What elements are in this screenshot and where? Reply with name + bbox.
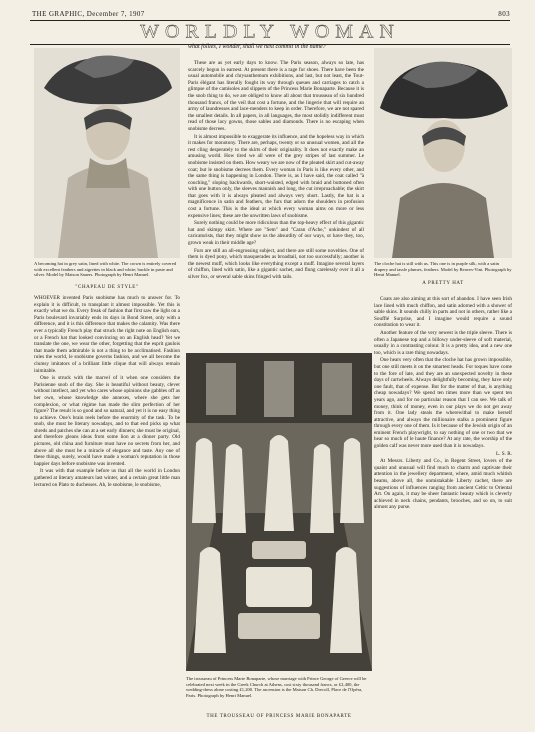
running-title: THE GRAPHIC, December 7, 1907	[32, 10, 145, 18]
portrait-photo-left	[34, 48, 180, 258]
handwritten-line: what follies, I wonder, shall we next commit in the name?	[188, 44, 326, 50]
trousseau-photo	[186, 353, 372, 671]
portrait-photo-right	[374, 48, 512, 258]
section-title: WORLDLY WOMAN	[140, 21, 400, 43]
caption-bottom-label: THE TROUSSEAU OF PRINCESS MARIE BONAPARTE	[206, 714, 352, 719]
column-left: WHOEVER invented Paris snobisme has much to answer for. To explain it is difficult, to transplant it almost impossible. Yet this is exactly what we do. Every freak of fashion that first saw the light on a Paris boulevard invariably ends its days in Bond Street, only with a difference, and it is this difference that makes the calamity. Was there ever a typically French play that struck the right note on English ears, or a French hat that looked convincing on an English head? Yet we translate the one, we wear the other, forgetting that the esprit gaulois that made them admirable is not a thing to be acclimatised. Fashion rules the world, le snobisme governs fashion, and we all become the clumsy imitators of a brilliant little clique that will always remain inimitable. One is struck with the marvel of it when one considers the Parisienne snob of the day. She is beautiful without beauty, clever without intellect, and yet who cares whose opinions she gabbles off as her own, whose knowledge she annexes, where she gets her complexion, or what régime has made the slim perfection of her figure? The result is so good and so natural, and yet it is no easy thing to achieve. One's brain reels before the enormity of the task. To be snob, she must be literary nowadays, and to that end picks up what shreds and patches she can at a set early dinners; she must be original, and therefore gleans ideas from some lion at a dinner party. Old pictures, old china and furniture must have no secrets from her, and above all she must be a miracle of elegance and taste. Any one of these things, surely, would have made a woman's reputation in those happier days before snobisme was invented. It was with that example before us that all the world in London gathered at literary amateurs last winter, and a certain great little man lectured on Plato to duchesses. Ah, le snobisme, le snobisme,	[34, 295, 180, 488]
caption-right: The cloche hat is still with us. This one is in purple silk, with a satin drapery and tassle plumes, feathers. Model by Reaves-Vint. Photograph by Henri Manuel.	[374, 261, 512, 278]
caption-left-label: "CHAPEAU DE STYLE"	[75, 285, 139, 290]
caption-right-label: A PRETTY HAT	[422, 281, 464, 286]
page-number: 803	[498, 10, 510, 18]
column-right: Coats are also aiming at this sort of abandon. I have seen Irish lace lined with much chiffon, and satin adorned with a shower of sable skins. It sounds chilly in parts and not in others, rather like a Soufflé Surprise, and I imagine would require a sound constitution to wear it. Another feature of the very newest is the triple sleeve. There is often a Japanese top and a billowy under-sleeve of soft material, usually in a contrasting colour. It is a pretty idea, and a new one too, which is a rare thing nowadays. One hears very often that the cloche hat has grown impossible, but one still meets it on the smartest heads. For toques have come to the fore of late, and they are an unexpected novelty in these days of cartwheels. Always delightfully becoming, they have only one fault, that of expense. But for the matter of that, is anything cheap nowadays? We spend ten times more than we spent ten years ago, and for no particular reason that I can see. We talk of money, think of money, even in our plays we do not get away from it. One lady steals the wherewithal to make herself attractive, and always the millionaire stalks a prominent figure through every one of them. Is it because of the Jewish origin of an eminent French playwright, to say nothing of one or two that we hear so much of le haute finance? At any rate, the worship of the golden calf was never more used than it is nowadays. L. S. R. At Messrs. Liberty and Co., in Regent Street, lovers of the quaint and unusual will find much to charm and captivate their attention in the jewellery department, where, amid much whitish beams, above all, the unmistakable Liberty cachet, there are suggestions of influences ranging from ancient Celtic to Oriental Art. On again, it may be sheer fantastic beauty which is cleverly achieved in neck chains, pendants, brooches, and so on, to suit almost any purse.	[374, 296, 512, 511]
caption-bottom: The trousseau of Princess Marie Bonaparte, whose marriage with Prince George of Greece will be celebrated next week in the Greek Church at Athens, cost sixty thousand francs, or £2,400, the wedding-dress alone costing £1,200. The ascension is the Maison Ch. Drecoll, Place de l'Opéra, Paris. Photograph by Henri Manuel.	[186, 676, 367, 698]
caption-left: A becoming hat in grey satin, lined with white. The crown is entirely covered with excellent feathers and aigrettes in black and white; buckle in paste and silver. Model by Maison Sauers. Photograph by Henri Manuel.	[34, 261, 177, 278]
column-center: These are as yet early days to know. The Paris season, always so late, has scarcely begun in earnest. At present there is a rage for shoes. There have been the usual automobile and chrysanthemum exhibitions, and last, but not least, the Tout-Paris élégant has literally fought its way through queues and carriages to catch a glimpse of the camisoles and slippers of the Princess Marie Bonaparte. Because it is the snob thing to do, we are obliged to know all about that trousseau of six hundred thousand francs, of the veil that cost a fortune, and the lingerie that will require an army of laundresses and lace-menders to keep in order. Therefore, we are not spared the smallest details. In all papers, in all languages, the most stolidly indifferent must read of those lacy gowns, those sables and diamonds. There is no escaping when snobisme decrees. It is almost impossible to exaggerate its influence, and the hopeless way in which it makes for monotony. There are, perhaps, twenty or so unusual women, and all the rest cling desperately to the skirts of their originality. It does not exactly make an amusing world. How tired we all were of the grey stripes of last summer. Le snobisme insisted on them. How weary we are now of the pleated skirt and cut-away coat; but le snobisme decrees them. Every woman in Paris is like every other, and the same thing is happening in London. There is, as I have said, the coat called "à couching," sloping backwards, short-waisted, edged with braid and buttoned often with one button only, the sleeves mannish and long, the cut irreproachable; the skirt that goes with it is always pleated and always very short. Lastly, the hat is a magnificence in satin and feathers, the furs that adorn the shoulders in profusion cost a fortune. This is the ideal at which every woman aims on more or less expensive lines; these are the unwritten laws of snobisme. Surely nothing could be more ridiculous than the top-heavy effect of this gigantic hat and skimpy skirt. Where are "Sem" and "Caran d'Ache," unkindest of all caricaturists, that they might show us the absurdity of our ways, or have they, too, grown weak in their middle age? Furs are still an all-engrossing subject, and there are still some novelties. One of them is dyed pony, which masquerades as broadtail, not too successfully; another is the newest muff, which looks like everything except a muff. Imagine several layers of chiffon, lined with satin, like a gigantic sachet, and flung carelessly over it all a silver fox, or several sable skins fringed with tails.	[188, 60, 364, 280]
